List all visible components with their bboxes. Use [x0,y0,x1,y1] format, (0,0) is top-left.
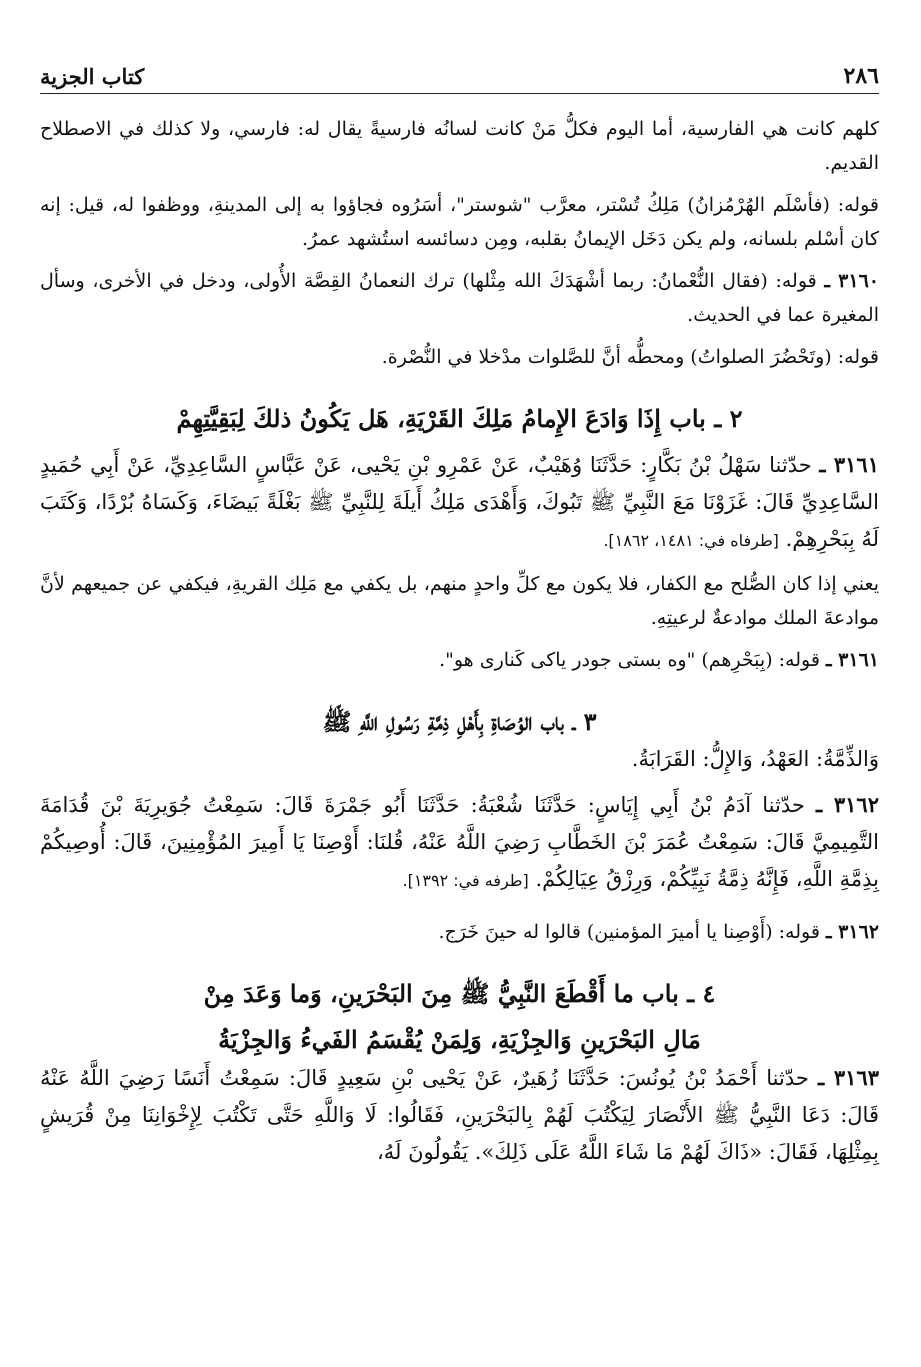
commentary-text: قوله: (بِبَحْرِهم) "وه بستى جودر ياكى كَنارى هو". [439,649,820,671]
page-header [40,60,879,94]
hadith-number: ٣١٦٠ ـ [824,270,879,292]
hadith-number: ٣١٦٣ ـ [817,1065,879,1090]
commentary-paragraph: قوله: (وتَحْضُرَ الصلواتُ) ومحطُّه أنَّ للصَّلوات مدْخلا في النُّصْرة. [381,346,879,368]
chapter-heading-continued: مَالِ البَحْرَينِ وَالجِزْيَةِ، وَلِمَنْ يُقْسَمُ الفَيءُ وَالجِزْيَةُ [218,1025,701,1054]
chapter-heading: ٣ ـ باب الوُصَاةِ بِأَهْلِ ذِمَّةِ رَسُولِ اللَّهِ ﷺ [322,707,597,736]
commentary-text: قوله: (أَوْصِنا يا أميرَ المؤمنين) قالوا له حينَ خَرَج. [438,921,820,943]
hadith-number: ٣١٦٢ ـ [815,792,879,817]
hadith-body: حدّثنا أَحْمَدُ بْنُ يُونُسَ: حَدَّثَنَا زُهَيرٌ، عَنْ يَحْيى بْنِ سَعِيدٍ قَالَ: سَمِعْتُ أَنَسًا رَضِيَ اللَّهُ عَنْهُ قَالَ: دَعَا النَّبِيُّ ﷺ الأَنْصَارَ لِيَكْتُبَ لَهُمْ بِالبَحْرَينِ، فَقَالُوا: لَا وَاللَّهِ حَتَّى تَكْتُبَ لِإِخْوَانِنَا مِنْ قُرَيشٍ بِمِثْلِهَا، فَقَالَ: «ذَاكَ لَهُمْ مَا شَاءَ اللَّهُ عَلَى ذَلِكَ». يَقُولُونَ لَهُ، [40,1066,879,1164]
cross-reference: [طرفاه في: ١٤٨١، ١٨٦٢]. [603,531,779,550]
commentary-paragraph: كلهم كانت هي الفارسية، أما اليوم فكلُّ مَنْ كانت لسانُه فارسيةً يقال له: فارسي، ولا كذلك في الاصطلاح القديم. [40,118,879,174]
hadith-body: حدّثنا سَهْلُ بْنُ بَكَّارٍ: حَدَّثَنَا وُهَيْبٌ، عَنْ عَمْرِو بْنِ يَحْيى، عَنْ عَبَّاسٍ السَّاعِدِيِّ، عَنْ أَبِي حُمَيدٍ السَّاعِدِيِّ قَالَ: غَزَوْنَا مَعَ النَّبِيِّ ﷺ تَبُوكَ، وَأَهْدَى مَلِكُ أَيلَةَ لِلنَّبِيِّ ﷺ بَغْلَةً بَيضَاءَ، وَكَسَاهُ بُرْدًا، وَكَتَبَ لَهُ بِبَحْرِهِمْ. [40,453,879,551]
hadith-text [40,1059,879,1171]
commentary-paragraph [40,264,879,332]
hadith-body: حدّثنا آدَمُ بْنُ أَبِي إِيَاسٍ: حَدَّثَنَا شُعْبَةُ: حَدَّثَنَا أَبُو جَمْرَةَ قَالَ: سَمِعْتُ جُوَيرِيَةَ بْنَ قُدَامَةَ التَّمِيمِيَّ قَالَ: سَمِعْتُ عُمَرَ بْنَ الخَطَّابِ رَضِيَ اللَّهُ عَنْهُ، قُلنَا: أَوْصِنَا يَا أَمِيرَ المُؤْمِنِينَ، قَالَ: أُوصِيكُمْ بِذِمَّةِ اللَّهِ، فَإِنَّهُ ذِمَّةُ نَبِيِّكُمْ، وَرِزْقُ عِيَالِكُمْ. [40,793,879,891]
chapter-heading: ٤ ـ باب ما أَقْطَعَ النَّبِيُّ ﷺ مِنَ البَحْرَينِ، وَما وَعَدَ مِنْ [203,979,716,1008]
hadith-number: ٣١٦٢ ـ [825,921,879,943]
hadith-number: ٣١٦١ ـ [819,452,879,477]
commentary-text: قوله: (فقال النُّعْمانُ: ربما أشْهَدَكَ الله مِثْلها) ترك النعمانُ القِصَّة الأُولى، ودخل في الأخرى، وسأل المغيرة عما في الحديث. [40,270,879,326]
page-number: ٢٨٦ [843,63,879,89]
hadith-number: ٣١٦١ ـ [825,649,879,671]
running-title: كتاب الجزية [40,64,145,89]
hadith-text [40,786,879,899]
commentary-paragraph [40,915,879,949]
chapter-heading: ٢ ـ باب إِذَا وَادَعَ الإِمامُ مَلِكَ القَرْيَةِ، هَل يَكُونُ ذلكَ لِبَقِيَّتِهِمْ [176,404,743,433]
cross-reference: [طرفه في: ١٣٩٢]. [402,871,529,890]
definition-line: وَالذِّمَّةُ: العَهْدُ، وَالإِلُّ: القَرَابَةُ. [631,747,879,771]
commentary-paragraph [40,643,879,677]
commentary-paragraph: قوله: (فأسْلَم الهُرْمُزانُ) مَلِكُ تُسْتر، معرَّب "شوستر"، أسَرُوه فجاؤوا به إلى المدينةِ، ووظفوا له، قيل: إنه كان أسْلم بلسانه، ولم يكن دَخَل الإيمانُ بقلبه، ومِن دسائسه استُشهد عمرُ. [40,194,879,250]
commentary-paragraph: يعني إذا كان الصُّلح مع الكفار، فلا يكون مع كلِّ واحدٍ منهم، بل يكفي مع مَلِك القريةِ، فيكفي عن جميعهم لأنَّ موادعةَ الملك موادعةٌ لرعيتِهِ. [40,573,879,629]
page-content [40,112,879,1171]
hadith-text [40,446,879,559]
